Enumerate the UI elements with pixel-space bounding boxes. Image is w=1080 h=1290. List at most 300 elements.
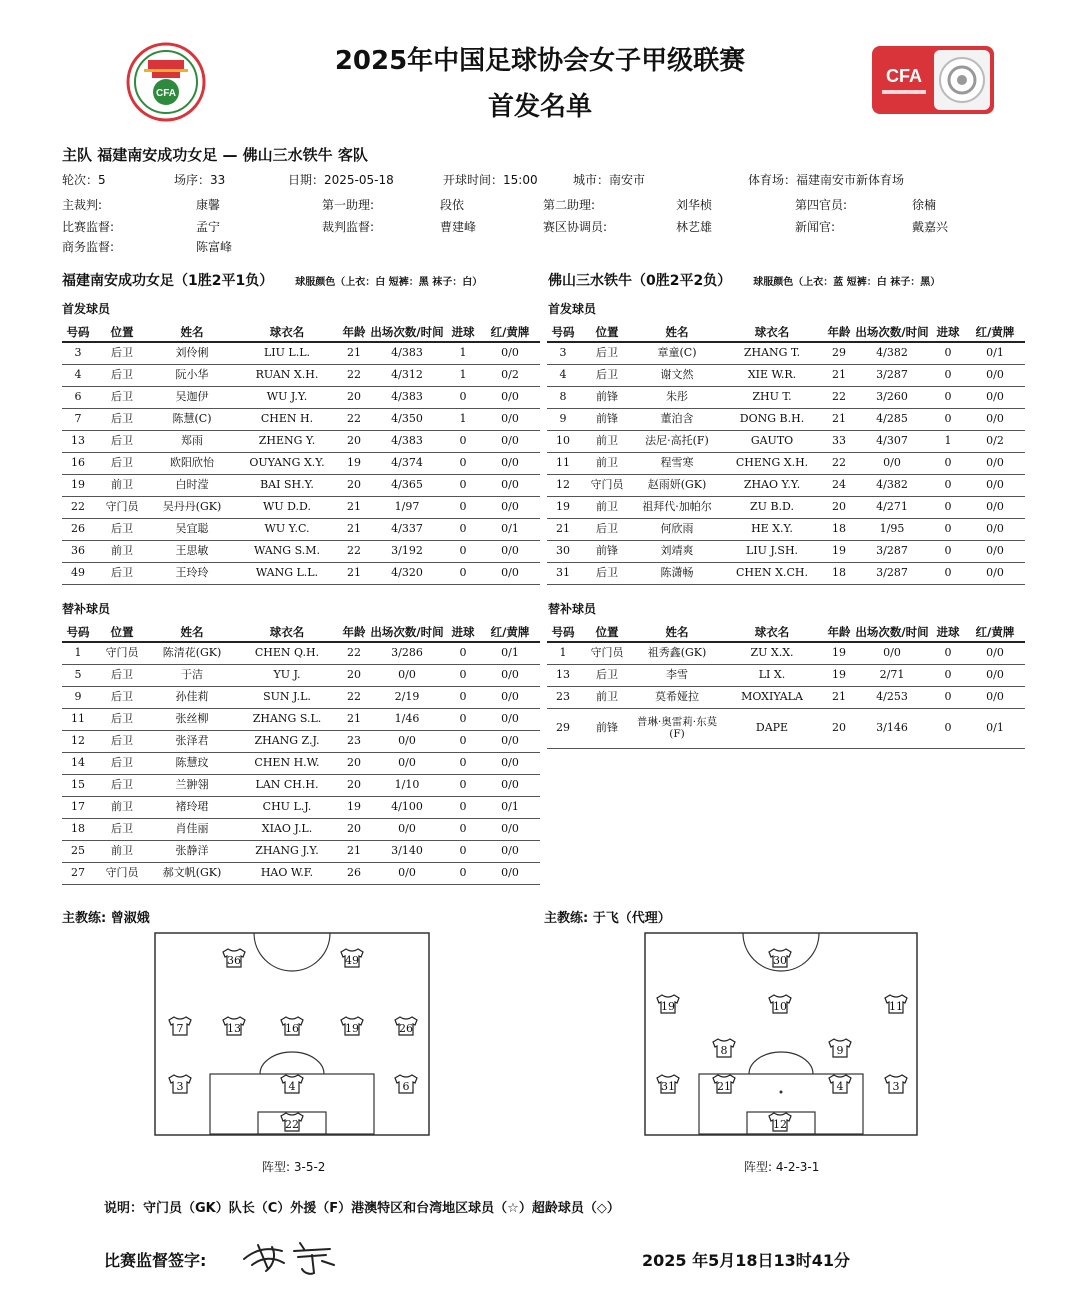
table-row	[547, 642, 1025, 664]
kickoff-time: 开球时间：15:00	[443, 173, 538, 187]
column-header: 姓名	[635, 322, 719, 342]
cell-age: 19	[825, 664, 853, 686]
column-header: 号码	[62, 322, 94, 342]
jersey-number: 16	[285, 1022, 299, 1035]
table-row	[62, 774, 540, 796]
cell-cards: 0/0	[965, 408, 1025, 430]
cell-number: 36	[62, 540, 94, 562]
cell-name: 程雪寒	[635, 452, 719, 474]
cell-number: 4	[547, 364, 579, 386]
cell-age: 20	[825, 708, 853, 748]
cell-number: 13	[547, 664, 579, 686]
cell-goals: 0	[931, 452, 965, 474]
column-header: 红/黄牌	[480, 322, 540, 342]
cell-position: 前卫	[94, 796, 150, 818]
official-value: 林艺雄	[676, 220, 713, 234]
cell-position: 后卫	[94, 818, 150, 840]
cell-cards: 0/0	[965, 518, 1025, 540]
official-label: 比赛监督:	[62, 220, 115, 234]
cell-position: 后卫	[94, 386, 150, 408]
jersey-number: 26	[399, 1022, 413, 1035]
cell-number: 29	[547, 708, 579, 748]
emblem-text: CFA	[156, 88, 176, 99]
table-row	[547, 474, 1025, 496]
column-header: 进球	[931, 622, 965, 642]
cell-position: 守门员	[94, 642, 150, 664]
cell-appearances: 4/374	[368, 452, 446, 474]
cell-age: 23	[340, 730, 368, 752]
cell-cards: 0/1	[480, 642, 540, 664]
cell-shirt-name: WANG L.L.	[234, 562, 340, 584]
cell-name: 陈慧(C)	[150, 408, 234, 430]
cell-age: 22	[340, 408, 368, 430]
cell-shirt-name: SUN J.L.	[234, 686, 340, 708]
cell-shirt-name: LIU J.SH.	[719, 540, 825, 562]
official-label: 第二助理:	[543, 198, 596, 212]
cell-number: 12	[62, 730, 94, 752]
cell-goals: 1	[446, 364, 480, 386]
column-header: 进球	[446, 322, 480, 342]
table-row	[547, 342, 1025, 364]
table-row	[62, 642, 540, 664]
cell-position: 后卫	[94, 774, 150, 796]
column-header: 红/黄牌	[965, 322, 1025, 342]
sign-datetime: 2025 年5月18日13时41分	[642, 1251, 851, 1270]
cell-cards: 0/0	[480, 840, 540, 862]
cell-shirt-name: LIU L.L.	[234, 342, 340, 364]
away-starters-label: 首发球员	[548, 302, 597, 316]
column-header: 位置	[94, 322, 150, 342]
cell-appearances: 1/97	[368, 496, 446, 518]
cell-appearances: 0/0	[368, 862, 446, 884]
cell-name: 何欣雨	[635, 518, 719, 540]
cell-goals: 0	[446, 862, 480, 884]
cell-shirt-name: ZHANG T.	[719, 342, 825, 364]
cell-appearances: 0/0	[853, 642, 931, 664]
cell-goals: 0	[446, 474, 480, 496]
column-header: 位置	[94, 622, 150, 642]
cell-position: 后卫	[94, 408, 150, 430]
away-coach: 主教练: 于飞（代理）	[544, 911, 671, 926]
cell-name: 白时滢	[150, 474, 234, 496]
jersey-number: 4	[288, 1080, 296, 1093]
cell-age: 19	[340, 452, 368, 474]
cell-cards: 0/0	[480, 664, 540, 686]
table-row	[62, 496, 540, 518]
cell-name: 王玲玲	[150, 562, 234, 584]
official-label: 第四官员:	[795, 198, 848, 212]
cell-cards: 0/1	[480, 796, 540, 818]
cell-shirt-name: HAO W.F.	[234, 862, 340, 884]
cell-age: 20	[340, 664, 368, 686]
cell-shirt-name: WU D.D.	[234, 496, 340, 518]
column-header: 年龄	[340, 322, 368, 342]
column-header: 号码	[547, 622, 579, 642]
cell-position: 前卫	[579, 430, 635, 452]
cell-cards: 0/0	[480, 818, 540, 840]
cell-shirt-name: WU J.Y.	[234, 386, 340, 408]
cell-age: 18	[825, 518, 853, 540]
cell-position: 前锋	[579, 386, 635, 408]
cell-goals: 1	[931, 430, 965, 452]
cell-shirt-name: DAPE	[719, 708, 825, 748]
cell-shirt-name: ZHU T.	[719, 386, 825, 408]
cell-goals: 0	[446, 452, 480, 474]
cell-age: 20	[340, 386, 368, 408]
cell-number: 7	[62, 408, 94, 430]
cell-name: 刘靖爽	[635, 540, 719, 562]
cell-age: 21	[340, 342, 368, 364]
cell-name: 章童(C)	[635, 342, 719, 364]
cell-age: 33	[825, 430, 853, 452]
cell-appearances: 0/0	[368, 730, 446, 752]
table-row	[62, 730, 540, 752]
cell-cards: 0/0	[965, 642, 1025, 664]
column-header: 出场次数/时间	[853, 322, 931, 342]
cell-number: 8	[547, 386, 579, 408]
cell-name: 法尼·高托(F)	[635, 430, 719, 452]
cell-goals: 0	[931, 386, 965, 408]
cell-cards: 0/0	[480, 862, 540, 884]
table-row	[62, 562, 540, 584]
cell-age: 24	[825, 474, 853, 496]
official-value: 戴嘉兴	[912, 220, 949, 234]
table-row	[62, 474, 540, 496]
cell-position: 前锋	[579, 708, 635, 748]
cell-goals: 0	[931, 496, 965, 518]
table-row	[62, 818, 540, 840]
cell-goals: 0	[446, 642, 480, 664]
cell-name: 张静洋	[150, 840, 234, 862]
cell-shirt-name: CHEN H.	[234, 408, 340, 430]
cell-goals: 0	[446, 386, 480, 408]
cell-name: 吴迦伊	[150, 386, 234, 408]
cell-shirt-name: CHEN Q.H.	[234, 642, 340, 664]
table-row	[62, 686, 540, 708]
official-value: 段依	[440, 198, 465, 212]
cell-name: 吴宜聪	[150, 518, 234, 540]
jersey-number: 8	[720, 1044, 728, 1057]
cell-number: 12	[547, 474, 579, 496]
cell-name: 董泊含	[635, 408, 719, 430]
column-header: 红/黄牌	[965, 622, 1025, 642]
cell-appearances: 4/307	[853, 430, 931, 452]
cell-position: 后卫	[94, 364, 150, 386]
away-subs-label: 替补球员	[548, 602, 597, 616]
cell-cards: 0/0	[480, 562, 540, 584]
cell-position: 前卫	[579, 496, 635, 518]
cell-position: 守门员	[579, 474, 635, 496]
cell-goals: 0	[446, 796, 480, 818]
cell-appearances: 4/100	[368, 796, 446, 818]
cell-number: 30	[547, 540, 579, 562]
cell-number: 13	[62, 430, 94, 452]
cell-goals: 0	[446, 840, 480, 862]
official-value: 徐楠	[912, 198, 937, 212]
match-title: 主队 福建南安成功女足 — 佛山三水铁牛 客队	[62, 146, 368, 164]
cell-goals: 0	[931, 540, 965, 562]
cell-shirt-name: ZU B.D.	[719, 496, 825, 518]
cell-age: 22	[825, 386, 853, 408]
cell-shirt-name: WU Y.C.	[234, 518, 340, 540]
cell-number: 49	[62, 562, 94, 584]
away-formation-pitch	[644, 932, 918, 1136]
cell-age: 22	[340, 686, 368, 708]
official-value: 康馨	[196, 198, 221, 212]
cell-number: 9	[62, 686, 94, 708]
table-row	[62, 840, 540, 862]
cell-appearances: 4/383	[368, 430, 446, 452]
cell-position: 后卫	[94, 430, 150, 452]
cell-name: 陈清花(GK)	[150, 642, 234, 664]
cell-appearances: 4/350	[368, 408, 446, 430]
cell-appearances: 1/10	[368, 774, 446, 796]
cell-number: 22	[62, 496, 94, 518]
round: 轮次：5	[62, 173, 106, 187]
home-team-header	[62, 270, 482, 290]
table-row	[62, 364, 540, 386]
cell-number: 6	[62, 386, 94, 408]
table-row	[62, 518, 540, 540]
table-row	[62, 752, 540, 774]
cell-name: 赵雨妍(GK)	[635, 474, 719, 496]
cell-goals: 0	[446, 752, 480, 774]
jersey-number: 19	[661, 1000, 675, 1013]
cell-position: 前卫	[579, 686, 635, 708]
away-team-header	[548, 270, 940, 290]
cell-cards: 0/0	[965, 364, 1025, 386]
cell-shirt-name: ZHANG Z.J.	[234, 730, 340, 752]
cell-cards: 0/0	[480, 474, 540, 496]
cell-cards: 0/0	[480, 540, 540, 562]
cell-goals: 0	[446, 562, 480, 584]
cell-shirt-name: CHEN H.W.	[234, 752, 340, 774]
table-row	[62, 408, 540, 430]
cell-name: 郝文帆(GK)	[150, 862, 234, 884]
cell-goals: 0	[446, 664, 480, 686]
official-value: 孟宁	[196, 220, 221, 234]
cell-appearances: 3/287	[853, 562, 931, 584]
column-header: 红/黄牌	[480, 622, 540, 642]
cell-goals: 1	[446, 342, 480, 364]
cell-cards: 0/0	[965, 540, 1025, 562]
cell-appearances: 1/95	[853, 518, 931, 540]
cell-shirt-name: RUAN X.H.	[234, 364, 340, 386]
table-row	[547, 686, 1025, 708]
jersey-number: 10	[773, 1000, 787, 1013]
cell-cards: 0/0	[480, 686, 540, 708]
table-row	[62, 540, 540, 562]
away-subs-table	[547, 622, 1025, 749]
cell-appearances: 3/146	[853, 708, 931, 748]
cell-age: 26	[340, 862, 368, 884]
cell-position: 后卫	[579, 562, 635, 584]
cell-position: 前锋	[579, 408, 635, 430]
jersey-number: 22	[285, 1118, 299, 1131]
column-header: 号码	[62, 622, 94, 642]
jersey-number: 12	[773, 1118, 787, 1131]
cell-age: 21	[825, 364, 853, 386]
cell-shirt-name: LI X.	[719, 664, 825, 686]
column-header: 姓名	[150, 322, 234, 342]
cell-age: 18	[825, 562, 853, 584]
cell-shirt-name: LAN CH.H.	[234, 774, 340, 796]
table-row	[62, 708, 540, 730]
cell-number: 1	[62, 642, 94, 664]
cell-cards: 0/0	[480, 386, 540, 408]
jersey-number: 49	[345, 954, 359, 967]
cell-position: 后卫	[94, 562, 150, 584]
cell-number: 5	[62, 664, 94, 686]
cell-number: 4	[62, 364, 94, 386]
logo-text: CFA	[886, 66, 922, 86]
cell-age: 20	[340, 752, 368, 774]
match-date: 日期：2025-05-18	[288, 173, 394, 187]
cell-age: 22	[340, 364, 368, 386]
cell-name: 张泽君	[150, 730, 234, 752]
cell-shirt-name: CHU L.J.	[234, 796, 340, 818]
cell-shirt-name: ZU X.X.	[719, 642, 825, 664]
home-subs-table	[62, 622, 540, 885]
cell-name: 王思敏	[150, 540, 234, 562]
cell-name: 莫希娅拉	[635, 686, 719, 708]
cell-position: 前卫	[94, 540, 150, 562]
cell-shirt-name: WANG S.M.	[234, 540, 340, 562]
page-title: 2025年中国足球协会女子甲级联赛	[334, 46, 746, 76]
cell-cards: 0/0	[480, 496, 540, 518]
cell-position: 前锋	[579, 540, 635, 562]
column-header: 年龄	[825, 322, 853, 342]
cell-name: 刘伶俐	[150, 342, 234, 364]
cell-cards: 0/0	[480, 430, 540, 452]
column-header: 球衣名	[719, 322, 825, 342]
cell-number: 31	[547, 562, 579, 584]
cell-goals: 0	[446, 818, 480, 840]
table-row	[547, 452, 1025, 474]
table-row	[547, 562, 1025, 584]
cell-shirt-name: BAI SH.Y.	[234, 474, 340, 496]
cfa-logo-right	[872, 46, 994, 114]
match-number: 场序：33	[174, 173, 226, 187]
cell-cards: 0/0	[480, 730, 540, 752]
cell-number: 18	[62, 818, 94, 840]
cell-shirt-name: CHEN X.CH.	[719, 562, 825, 584]
official-label: 裁判监督:	[322, 220, 375, 234]
cell-goals: 0	[931, 518, 965, 540]
cell-name: 陈慧玟	[150, 752, 234, 774]
cell-name: 欧阳欣怡	[150, 452, 234, 474]
away-team-name: 佛山三水铁牛（0胜2平2负）	[548, 273, 732, 289]
stadium: 体育场：福建南安市新体育场	[748, 173, 905, 187]
cell-goals: 0	[931, 474, 965, 496]
cell-age: 21	[340, 562, 368, 584]
cell-age: 20	[825, 496, 853, 518]
cell-cards: 0/0	[480, 774, 540, 796]
cell-goals: 0	[931, 642, 965, 664]
table-row	[62, 452, 540, 474]
cell-cards: 0/1	[965, 342, 1025, 364]
cell-number: 3	[62, 342, 94, 364]
cell-cards: 0/0	[965, 452, 1025, 474]
column-header: 位置	[579, 322, 635, 342]
cell-age: 21	[340, 496, 368, 518]
cell-position: 后卫	[579, 364, 635, 386]
home-starters-label: 首发球员	[62, 302, 111, 316]
cell-appearances: 3/140	[368, 840, 446, 862]
cell-appearances: 4/285	[853, 408, 931, 430]
column-header: 年龄	[825, 622, 853, 642]
table-row	[547, 408, 1025, 430]
cell-shirt-name: YU J.	[234, 664, 340, 686]
cell-appearances: 1/46	[368, 708, 446, 730]
away-kit-colors: 球服颜色（上衣：蓝 短裤：白 袜子：黑）	[753, 277, 941, 288]
cell-number: 26	[62, 518, 94, 540]
cell-number: 11	[62, 708, 94, 730]
cell-shirt-name: HE X.Y.	[719, 518, 825, 540]
cell-cards: 0/0	[480, 708, 540, 730]
cell-age: 22	[825, 452, 853, 474]
cell-cards: 0/0	[965, 474, 1025, 496]
cell-age: 22	[340, 642, 368, 664]
table-row	[547, 664, 1025, 686]
official-value: 陈富峰	[196, 240, 233, 254]
cell-name: 祖拜代·加帕尔	[635, 496, 719, 518]
legend: 说明：守门员（GK）队长（C）外援（F）港澳特区和台湾地区球员（☆）超龄球员（◇）	[104, 1201, 620, 1216]
jersey-number: 11	[889, 1000, 903, 1013]
cell-appearances: 4/312	[368, 364, 446, 386]
cell-age: 29	[825, 342, 853, 364]
cell-number: 27	[62, 862, 94, 884]
cell-name: 谢文然	[635, 364, 719, 386]
cell-age: 21	[825, 408, 853, 430]
cell-position: 后卫	[579, 664, 635, 686]
cell-age: 20	[340, 818, 368, 840]
cell-cards: 0/0	[965, 686, 1025, 708]
away-formation: 阵型: 4-2-3-1	[744, 1160, 820, 1174]
cell-number: 25	[62, 840, 94, 862]
cell-number: 15	[62, 774, 94, 796]
official-value: 刘华桢	[676, 198, 713, 212]
cell-cards: 0/0	[480, 452, 540, 474]
cell-number: 10	[547, 430, 579, 452]
cell-appearances: 4/337	[368, 518, 446, 540]
cell-shirt-name: CHENG X.H.	[719, 452, 825, 474]
table-row	[62, 342, 540, 364]
cell-number: 21	[547, 518, 579, 540]
column-header: 位置	[579, 622, 635, 642]
cell-appearances: 0/0	[368, 818, 446, 840]
official-label: 商务监督:	[62, 240, 115, 254]
cell-appearances: 3/260	[853, 386, 931, 408]
table-row	[547, 518, 1025, 540]
table-header	[62, 622, 540, 642]
column-header: 球衣名	[234, 322, 340, 342]
cell-name: 张丝柳	[150, 708, 234, 730]
cell-name: 朱彤	[635, 386, 719, 408]
cell-appearances: 3/287	[853, 364, 931, 386]
cell-cards: 0/1	[480, 518, 540, 540]
cell-appearances: 4/383	[368, 386, 446, 408]
cell-number: 14	[62, 752, 94, 774]
cell-appearances: 3/192	[368, 540, 446, 562]
cell-appearances: 4/382	[853, 474, 931, 496]
cell-goals: 0	[931, 408, 965, 430]
cell-name: 褚玲珺	[150, 796, 234, 818]
official-label: 第一助理:	[322, 198, 375, 212]
cell-name: 郑雨	[150, 430, 234, 452]
jersey-number: 3	[892, 1080, 900, 1093]
cell-appearances: 2/19	[368, 686, 446, 708]
